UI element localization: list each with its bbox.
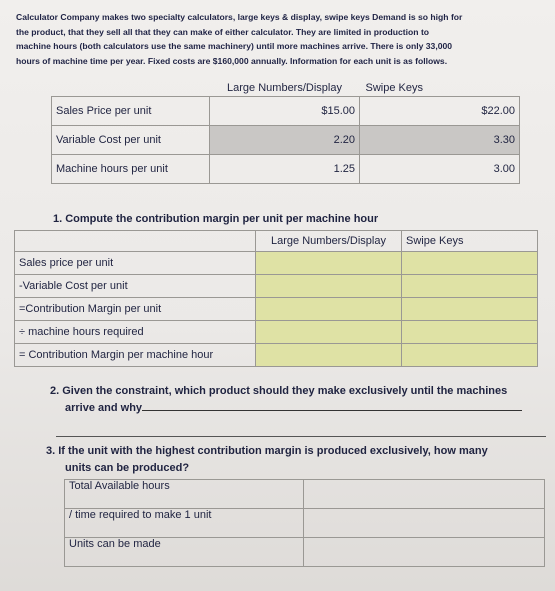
- contribution-margin-table: [14, 230, 538, 367]
- row-label: =Contribution Margin per unit: [15, 298, 256, 321]
- row-label: / time required to make 1 unit: [65, 509, 304, 538]
- table-row: [15, 298, 538, 321]
- swipe-value: 3.30: [360, 126, 520, 155]
- large-answer-cell[interactable]: [256, 252, 402, 275]
- table-row: [15, 275, 538, 298]
- row-label: Variable Cost per unit: [52, 126, 210, 155]
- table-row: [52, 97, 520, 126]
- question-1-title: 1. Compute the contribution margin per unit per machine hour: [53, 213, 379, 225]
- row-label: Sales price per unit: [15, 252, 256, 275]
- large-value: 2.20: [210, 126, 360, 155]
- row-label: Sales Price per unit: [52, 97, 210, 126]
- swipe-answer-cell[interactable]: [402, 275, 538, 298]
- swipe-value: $22.00: [360, 97, 520, 126]
- swipe-answer-cell[interactable]: [402, 321, 538, 344]
- table-row: [65, 480, 545, 509]
- row-label: Machine hours per unit: [52, 155, 210, 184]
- answer-cell[interactable]: [304, 480, 545, 509]
- question-3: [46, 443, 546, 477]
- answer-cell[interactable]: [304, 509, 545, 538]
- table-row: [15, 321, 538, 344]
- header-large-numbers: Large Numbers/Display: [227, 81, 342, 94]
- large-answer-cell[interactable]: [256, 275, 402, 298]
- table-row: [52, 126, 520, 155]
- large-answer-cell[interactable]: [256, 344, 402, 367]
- header-swipe-keys: Swipe Keys: [365, 81, 423, 94]
- table-row: [15, 344, 538, 367]
- table-row: [65, 509, 545, 538]
- large-answer-cell[interactable]: [256, 298, 402, 321]
- unit-info-table: [51, 79, 520, 184]
- header-large-numbers: Large Numbers/Display: [256, 231, 402, 252]
- answer-cell[interactable]: [304, 538, 545, 567]
- table-row: [52, 155, 520, 184]
- intro-line: machine hours (both calculators use the same machinery) until more machines arrive. There is only 33,000: [16, 41, 453, 52]
- table-row: [65, 538, 545, 567]
- answer-line[interactable]: [142, 400, 522, 411]
- intro-paragraph: [16, 10, 546, 68]
- header-swipe-keys: Swipe Keys: [402, 231, 538, 252]
- swipe-answer-cell[interactable]: [402, 298, 538, 321]
- divider-line: [56, 436, 546, 437]
- question-2-line1: 2. Given the constraint, which product should they make exclusively until the machines: [50, 385, 508, 397]
- intro-line: Calculator Company makes two specialty calculators, large keys & display, swipe keys Demand is so high for: [16, 12, 463, 22]
- swipe-answer-cell[interactable]: [402, 344, 538, 367]
- question-2: [50, 383, 545, 417]
- large-value: $15.00: [210, 97, 360, 126]
- question-3-line2: units can be produced?: [65, 462, 190, 474]
- row-label: Total Available hours: [65, 480, 304, 509]
- swipe-answer-cell[interactable]: [402, 252, 538, 275]
- large-value: 1.25: [210, 155, 360, 184]
- swipe-value: 3.00: [360, 155, 520, 184]
- row-label: -Variable Cost per unit: [15, 275, 256, 298]
- units-produced-table: [64, 479, 545, 567]
- row-label: Units can be made: [65, 538, 304, 567]
- question-2-line2: arrive and why: [65, 402, 143, 414]
- row-label: = Contribution Margin per machine hour: [15, 344, 256, 367]
- question-3-line1: 3. If the unit with the highest contribution margin is produced exclusively, how many: [46, 445, 488, 457]
- large-answer-cell[interactable]: [256, 321, 402, 344]
- row-label: ÷ machine hours required: [15, 321, 256, 344]
- intro-line: hours of machine time per year. Fixed costs are $160,000 annually. Information for each unit is as follows.: [16, 55, 448, 66]
- intro-line: the product, that they sell all that they can make of either calculator. They are limited in production to: [16, 26, 430, 37]
- table-row: [15, 252, 538, 275]
